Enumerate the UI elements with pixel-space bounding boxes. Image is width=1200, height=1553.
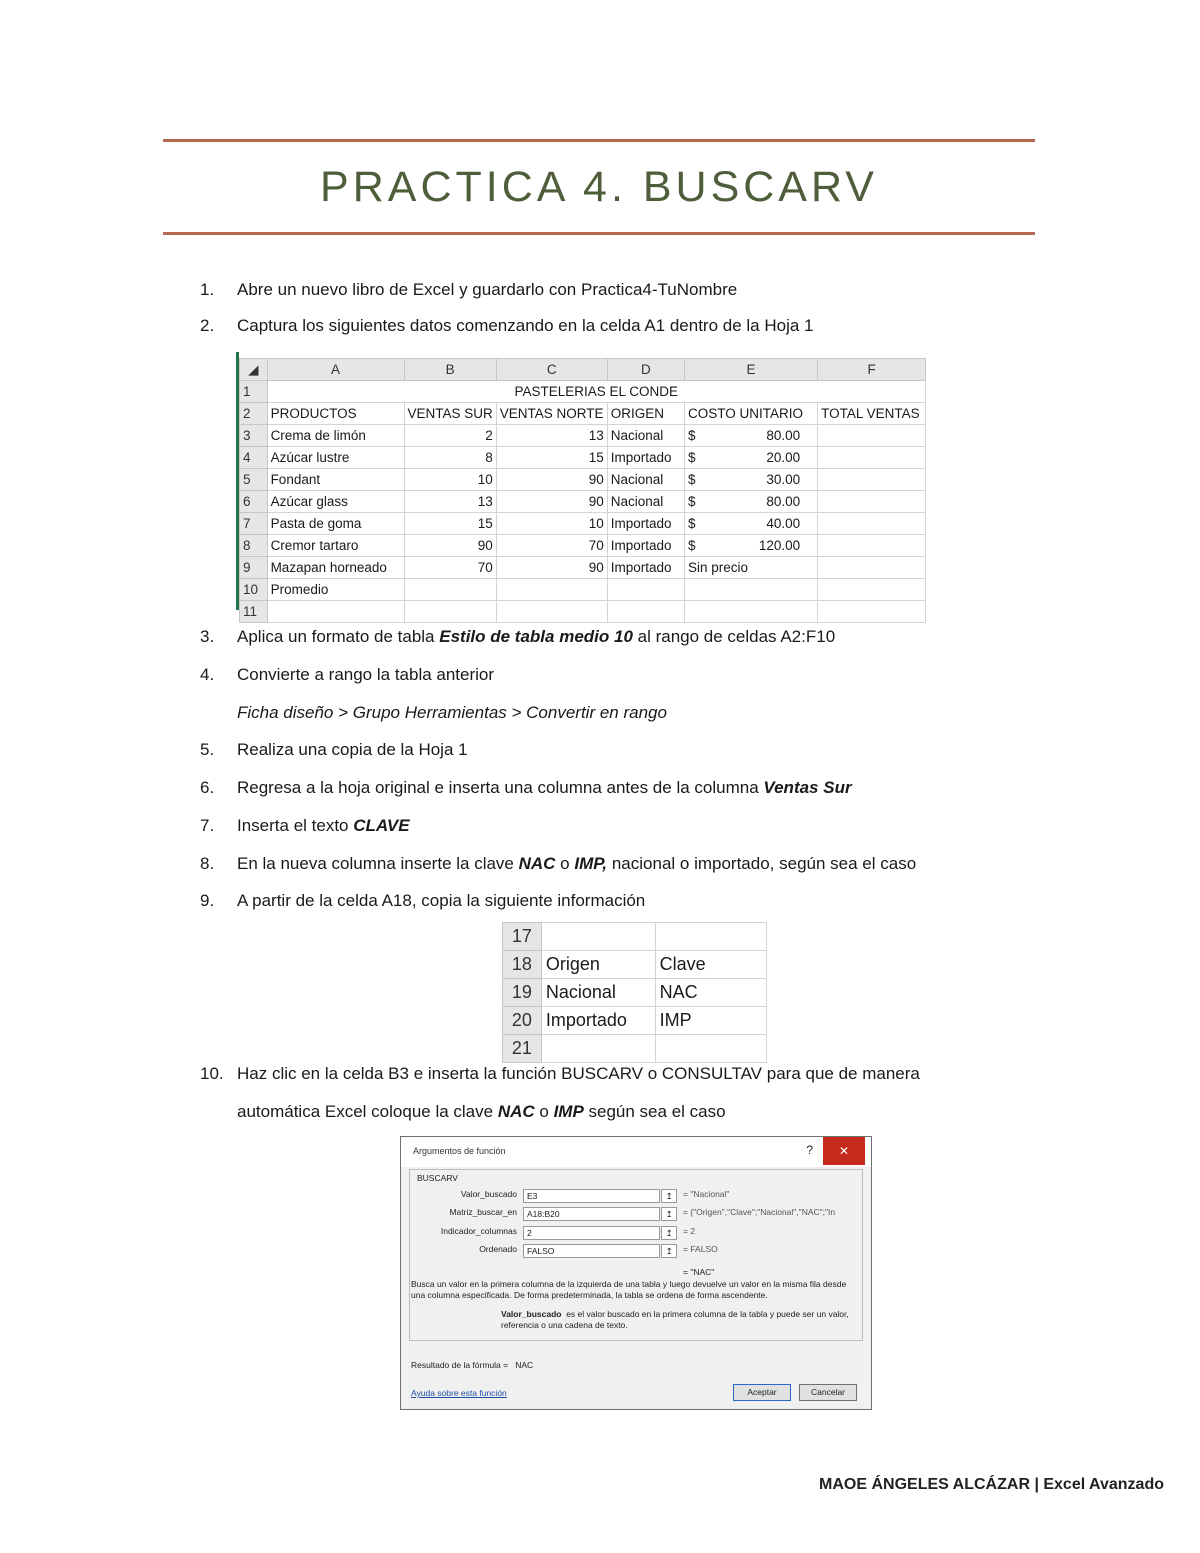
cost-value: 20.00 (766, 450, 801, 465)
cell[interactable] (685, 447, 818, 469)
cell[interactable]: Nacional (607, 469, 684, 491)
currency-symbol: $ (688, 516, 696, 531)
cell[interactable]: Importado (607, 557, 684, 579)
cell[interactable] (685, 425, 818, 447)
cancel-button[interactable]: Cancelar (799, 1384, 857, 1401)
header-cell[interactable]: VENTAS NORTE (496, 403, 607, 425)
cell[interactable]: 15 (404, 513, 496, 535)
table-row (240, 513, 926, 535)
collapse-icon[interactable]: ↥ (661, 1244, 677, 1258)
cost-value: 40.00 (766, 516, 801, 531)
column-header-d[interactable]: D (607, 359, 684, 381)
step-3: 3. Aplica un formato de tabla Estilo de tabla medio 10 al rango de celdas A2:F10 (200, 627, 836, 646)
cell[interactable]: IMP (655, 1007, 766, 1035)
page-title: PRACTICA 4. BUSCARV (320, 163, 878, 211)
cell[interactable]: 8 (404, 447, 496, 469)
row-number[interactable]: 11 (240, 601, 268, 623)
cell[interactable] (818, 601, 926, 623)
table-row (240, 381, 926, 403)
close-button[interactable]: ✕ (823, 1137, 865, 1165)
cell[interactable] (685, 491, 818, 513)
cell[interactable] (541, 923, 655, 951)
cell[interactable] (818, 557, 926, 579)
footer-author: MAOE ÁNGELES ALCÁZAR | Excel Avanzado (819, 1476, 1164, 1493)
help-link[interactable]: Ayuda sobre esta función (411, 1388, 507, 1398)
cell[interactable] (541, 1035, 655, 1063)
cell[interactable]: Azúcar lustre (267, 447, 404, 469)
arg-help (501, 1309, 856, 1331)
cost-value: 30.00 (766, 472, 801, 487)
row-number[interactable]: 1 (240, 381, 268, 403)
function-description: Busca un valor en la primera columna de la izquierda de una tabla y luego devuelve un valor en la misma fila desde una columna especificada. De forma predeterminada, la tabla se ordena de forma ascendente. (411, 1279, 847, 1300)
cell[interactable]: 90 (404, 535, 496, 557)
arg-result: = "Nacional" (683, 1189, 730, 1199)
formula-result-value: NAC (515, 1360, 534, 1370)
currency-symbol: $ (688, 494, 696, 509)
data-grid (239, 358, 926, 623)
column-header-c[interactable]: C (496, 359, 607, 381)
header-cell[interactable]: PRODUCTOS (267, 403, 404, 425)
header-cell[interactable]: ORIGEN (607, 403, 684, 425)
arg-input[interactable]: 2 (523, 1226, 660, 1240)
formula-result (411, 1360, 861, 1371)
cell[interactable] (496, 579, 607, 601)
step-4-path: Ficha diseño > Grupo Herramientas > Convertir en rango (237, 703, 667, 722)
help-button[interactable]: ? (806, 1143, 813, 1157)
cell[interactable] (404, 579, 496, 601)
table-row (240, 535, 926, 557)
step-1: 1. Abre un nuevo libro de Excel y guardarlo con Practica4-TuNombre (200, 280, 738, 299)
row-number[interactable]: 2 (240, 403, 268, 425)
cost-value: 80.00 (766, 494, 801, 509)
cell[interactable]: Nacional (541, 979, 655, 1007)
arg-label: Matriz_buscar_en (449, 1207, 517, 1217)
row-number[interactable]: 9 (240, 557, 268, 579)
cell[interactable]: Cremor tartaro (267, 535, 404, 557)
row-number[interactable]: 4 (240, 447, 268, 469)
cell[interactable]: Importado (607, 535, 684, 557)
formula-result-label: Resultado de la fórmula = (411, 1360, 509, 1370)
row-number[interactable]: 20 (503, 1007, 542, 1035)
header-cell[interactable]: COSTO UNITARIO (685, 403, 818, 425)
currency-symbol: $ (688, 472, 696, 487)
currency-symbol: $ (688, 450, 696, 465)
cell[interactable]: Mazapan horneado (267, 557, 404, 579)
column-header-e[interactable]: E (685, 359, 818, 381)
column-header-f[interactable]: F (818, 359, 926, 381)
row-number[interactable]: 7 (240, 513, 268, 535)
table-row (240, 403, 926, 425)
row-number[interactable]: 10 (240, 579, 268, 601)
cell[interactable] (655, 923, 766, 951)
arg-row (417, 1189, 857, 1203)
step-7: 7. Inserta el texto CLAVE (200, 816, 410, 835)
dialog-titlebar (401, 1137, 871, 1167)
row-number[interactable]: 18 (503, 951, 542, 979)
cell[interactable]: Promedio (267, 579, 404, 601)
step-9: 9. A partir de la celda A18, copia la siguiente información (200, 891, 646, 910)
cell[interactable] (685, 579, 818, 601)
cost-value: 80.00 (766, 428, 801, 443)
cell[interactable]: 15 (496, 447, 607, 469)
header-cell[interactable]: TOTAL VENTAS (818, 403, 926, 425)
arg-label: Ordenado (479, 1244, 517, 1254)
cell[interactable] (685, 513, 818, 535)
table-row (503, 923, 767, 951)
row-number[interactable]: 8 (240, 535, 268, 557)
cell[interactable] (685, 469, 818, 491)
table-row (240, 425, 926, 447)
cell[interactable]: Azúcar glass (267, 491, 404, 513)
cell[interactable] (818, 425, 926, 447)
spreadsheet-claves (502, 922, 767, 1058)
arg-help-name: Valor_buscado (501, 1309, 562, 1319)
cell[interactable]: Pasta de goma (267, 513, 404, 535)
cell[interactable]: 70 (404, 557, 496, 579)
title-underline (163, 232, 1035, 235)
step-4: 4. Convierte a rango la tabla anterior (200, 665, 495, 684)
arg-input[interactable]: A18:B20 (523, 1207, 660, 1221)
cell[interactable]: 10 (496, 513, 607, 535)
step-6: 6. Regresa a la hoja original e inserta una columna antes de la columna Ventas Sur (200, 778, 852, 797)
table-row (240, 491, 926, 513)
row-number[interactable]: 17 (503, 923, 542, 951)
cell[interactable] (818, 513, 926, 535)
cell[interactable] (818, 469, 926, 491)
cell[interactable]: 90 (496, 491, 607, 513)
arg-result: = FALSO (683, 1244, 718, 1254)
column-header-row (240, 359, 926, 381)
arg-result: = 2 (683, 1226, 696, 1236)
cell[interactable]: 13 (496, 425, 607, 447)
arg-row (417, 1207, 857, 1221)
cell[interactable]: Crema de limón (267, 425, 404, 447)
table-row (240, 579, 926, 601)
arg-label: Valor_buscado (460, 1189, 517, 1199)
column-header-b[interactable]: B (404, 359, 496, 381)
cell[interactable]: Clave (655, 951, 766, 979)
arg-label: Indicador_columnas (440, 1226, 517, 1236)
row-number[interactable]: 19 (503, 979, 542, 1007)
cell[interactable] (496, 601, 607, 623)
step-10-cont: automática Excel coloque la clave NAC o IMP según sea el caso (237, 1102, 726, 1121)
cell[interactable]: Nacional (607, 425, 684, 447)
currency-symbol: $ (688, 428, 696, 443)
top-rule (163, 139, 1035, 142)
table-row (240, 447, 926, 469)
cell[interactable]: Importado (541, 1007, 655, 1035)
cell[interactable] (818, 579, 926, 601)
arg-help-text: es el valor buscado en la primera columna de la tabla y puede ser un valor, referencia o una cadena de texto. (501, 1309, 849, 1330)
cell[interactable]: 10 (404, 469, 496, 491)
arg-row (417, 1226, 857, 1240)
currency-symbol: Sin precio (688, 560, 749, 575)
cell[interactable] (685, 601, 818, 623)
column-header-a[interactable]: A (267, 359, 404, 381)
cell[interactable]: NAC (655, 979, 766, 1007)
row-number[interactable]: 21 (503, 1035, 542, 1063)
function-arguments-dialog (400, 1136, 872, 1410)
cell[interactable] (818, 491, 926, 513)
cell[interactable]: 90 (496, 469, 607, 491)
header-cell[interactable]: VENTAS SUR (404, 403, 496, 425)
arg-input[interactable]: FALSO (523, 1244, 660, 1258)
cell[interactable] (267, 601, 404, 623)
table-row (240, 557, 926, 579)
step-8: 8. En la nueva columna inserte la clave NAC o IMP, nacional o importado, según sea el caso (200, 854, 917, 873)
row-number[interactable]: 5 (240, 469, 268, 491)
collapse-icon[interactable]: ↥ (661, 1207, 677, 1221)
spreadsheet-pastelerias (236, 352, 926, 619)
cell[interactable] (607, 601, 684, 623)
cell[interactable]: Importado (607, 447, 684, 469)
arg-result: = {"Origen","Clave";"Nacional","NAC";"In (683, 1207, 836, 1217)
cell[interactable]: 90 (496, 557, 607, 579)
collapse-icon[interactable]: ↥ (661, 1189, 677, 1203)
cell[interactable]: Fondant (267, 469, 404, 491)
table-row (240, 469, 926, 491)
step-10: 10. Haz clic en la celda B3 e inserta la función BUSCARV o CONSULTAV para que de manera (200, 1064, 920, 1083)
table-row (503, 979, 767, 1007)
currency-symbol: $ (688, 538, 696, 553)
cell[interactable]: Origen (541, 951, 655, 979)
row-number[interactable]: 3 (240, 425, 268, 447)
cell[interactable]: Nacional (607, 491, 684, 513)
function-name: BUSCARV (417, 1173, 458, 1183)
cell[interactable] (818, 535, 926, 557)
cell[interactable]: 13 (404, 491, 496, 513)
claves-grid (502, 922, 767, 1063)
title-cell[interactable]: PASTELERIAS EL CONDE (267, 381, 925, 403)
select-all-corner[interactable]: ◢ (240, 359, 268, 381)
ok-button[interactable]: Aceptar (733, 1384, 791, 1401)
cell[interactable] (685, 535, 818, 557)
cell[interactable] (655, 1035, 766, 1063)
table-row (503, 1007, 767, 1035)
row-number[interactable]: 6 (240, 491, 268, 513)
cell[interactable] (607, 579, 684, 601)
collapse-icon[interactable]: ↥ (661, 1226, 677, 1240)
cell[interactable]: 70 (496, 535, 607, 557)
step-2: 2. Captura los siguientes datos comenzando en la celda A1 dentro de la Hoja 1 (200, 316, 814, 335)
arg-row (417, 1244, 857, 1258)
dialog-title: Argumentos de función (413, 1146, 506, 1156)
cell[interactable] (685, 557, 818, 579)
table-row (503, 1035, 767, 1063)
cell[interactable]: Importado (607, 513, 684, 535)
table-row (503, 951, 767, 979)
function-result: = "NAC" (683, 1267, 715, 1277)
step-5: 5. Realiza una copia de la Hoja 1 (200, 740, 468, 759)
cell[interactable]: 2 (404, 425, 496, 447)
table-row (240, 601, 926, 623)
cell[interactable] (404, 601, 496, 623)
cell[interactable] (818, 447, 926, 469)
cost-value: 120.00 (758, 538, 801, 553)
arg-input[interactable]: E3 (523, 1189, 660, 1203)
